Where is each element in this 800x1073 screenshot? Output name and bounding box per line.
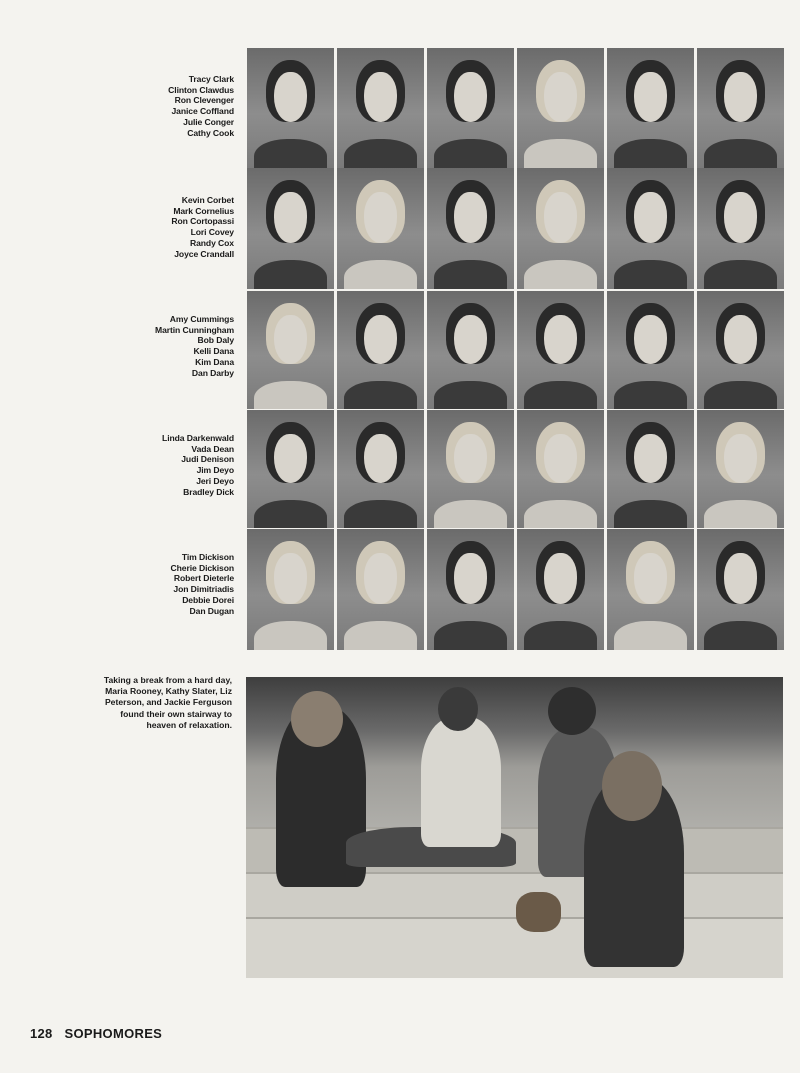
student-name: Jon Dimitriadis (173, 584, 234, 595)
student-name: Jeri Deyo (196, 475, 234, 486)
student-name: Dan Dugan (189, 605, 234, 616)
page-number: 128 (30, 1026, 53, 1041)
student-photo (607, 529, 694, 650)
names-list-4 (60, 433, 234, 497)
student-photo (607, 48, 694, 168)
student-name: Joyce Crandall (174, 248, 234, 259)
student-name: Tracy Clark (188, 74, 234, 84)
student-name: Dan Darby (191, 367, 234, 378)
caption-line: heaven of relaxation. (146, 719, 232, 730)
caption-line: Maria Rooney, Kathy Slater, Liz (105, 686, 232, 697)
student-photo (247, 291, 334, 409)
names-list-1 (60, 74, 234, 138)
student-photo (607, 291, 694, 409)
student-photo (337, 291, 424, 409)
student-photo (427, 291, 514, 409)
student-name: Tim Dickison (181, 552, 234, 562)
student-name: Linda Darkenwald (162, 433, 234, 443)
candid-photo (246, 677, 783, 978)
student-photo (247, 48, 334, 168)
student-photo (607, 168, 694, 289)
student-photo (517, 168, 604, 289)
student-name: Bradley Dick (183, 486, 234, 497)
student-photo (427, 168, 514, 289)
student-name: Ron Clevenger (174, 95, 234, 106)
student-photo (337, 48, 424, 168)
student-photo (427, 48, 514, 168)
student-name: Kelli Dana (193, 346, 234, 357)
student-photo (697, 410, 784, 528)
student-name: Cherie Dickison (170, 562, 234, 573)
page-footer (30, 1026, 162, 1041)
caption-line: found their own stairway to (120, 708, 232, 719)
caption-line: Peterson, and Jackie Ferguson (104, 697, 232, 708)
student-name: Debbie Dorei (182, 594, 234, 605)
photo-row-3 (247, 291, 784, 409)
student-name: Bob Daly (197, 335, 234, 346)
photo-row-4 (247, 410, 784, 528)
student-name: Ron Cortopassi (171, 216, 234, 227)
caption-line: Taking a break from a hard day, (103, 675, 232, 685)
student-photo (427, 410, 514, 528)
student-name: Mark Cornelius (173, 205, 234, 216)
student-photo (697, 291, 784, 409)
photo-row-2 (247, 168, 784, 289)
student-name: Vada Dean (191, 443, 234, 454)
names-list-5 (60, 552, 234, 616)
photo-row-1 (247, 48, 784, 168)
student-photo (607, 410, 694, 528)
student-name: Robert Dieterle (173, 573, 234, 584)
student-photo (337, 410, 424, 528)
section-title: SOPHOMORES (64, 1026, 163, 1041)
student-name: Cathy Cook (187, 127, 234, 138)
student-photo (517, 48, 604, 168)
student-name: Judi Denison (181, 454, 234, 465)
student-photo (247, 529, 334, 650)
student-photo (697, 168, 784, 289)
student-photo (697, 529, 784, 650)
names-list-3 (60, 314, 234, 378)
names-list-2 (60, 195, 234, 259)
student-photo (517, 410, 604, 528)
photo-row-5 (247, 529, 784, 650)
student-photo (247, 410, 334, 528)
student-name: Kevin Corbet (181, 195, 234, 205)
student-name: Jim Deyo (196, 465, 234, 476)
student-name: Julie Conger (183, 116, 234, 127)
student-name: Martin Cunningham (155, 324, 234, 335)
student-name: Kim Dana (195, 356, 234, 367)
photo-caption (60, 675, 232, 731)
student-name: Randy Cox (190, 237, 234, 248)
student-photo (427, 529, 514, 650)
student-photo (517, 291, 604, 409)
student-photo (247, 168, 334, 289)
student-photo (697, 48, 784, 168)
student-name: Clinton Clawdus (168, 84, 234, 95)
student-photo (337, 529, 424, 650)
student-name: Amy Cummings (169, 314, 234, 324)
student-name: Lori Covey (190, 227, 234, 238)
student-name: Janice Coffland (171, 106, 234, 117)
student-photo (517, 529, 604, 650)
student-photo (337, 168, 424, 289)
